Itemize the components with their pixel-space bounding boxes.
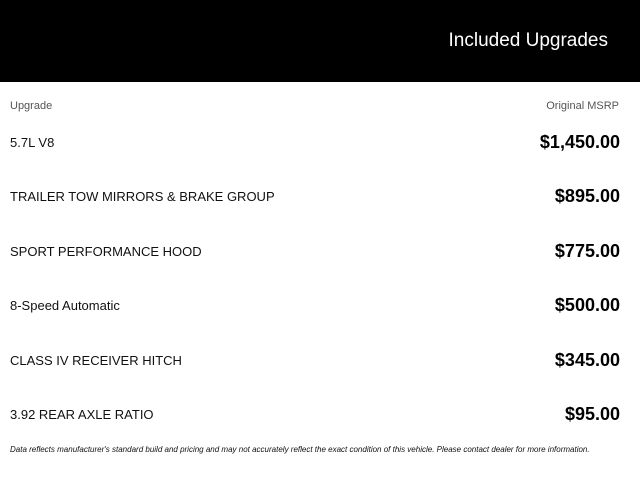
column-header-msrp: Original MSRP: [546, 100, 619, 112]
upgrade-row: [0, 170, 640, 225]
upgrade-name: 8-Speed Automatic: [10, 298, 120, 314]
disclaimer-text: Data reflects manufacturer's standard build and pricing and may not accurately reflect the exact condition of this vehicle. Please contact dealer for more information.: [10, 445, 590, 454]
upgrade-name: SPORT PERFORMANCE HOOD: [10, 243, 202, 259]
upgrade-name: TRAILER TOW MIRRORS & BRAKE GROUP: [10, 189, 275, 205]
column-header-upgrade: Upgrade: [10, 100, 53, 112]
upgrade-row: [0, 333, 640, 388]
upgrade-price: $1,450.00: [539, 131, 620, 152]
upgrade-price: $775.00: [554, 240, 620, 261]
upgrade-row: [0, 115, 640, 170]
upgrade-row: [0, 279, 640, 334]
upgrade-name: CLASS IV RECEIVER HITCH: [10, 352, 182, 368]
header-bar: [0, 0, 640, 82]
upgrade-row: [0, 224, 640, 279]
page-title: Included Upgrades: [448, 30, 608, 51]
upgrade-price: $95.00: [564, 404, 620, 425]
upgrade-name: 3.92 REAR AXLE RATIO: [10, 407, 154, 423]
upgrade-price: $345.00: [554, 349, 620, 370]
upgrade-row: [0, 388, 640, 443]
upgrade-name: 5.7L V8: [10, 134, 55, 150]
upgrade-price: $500.00: [554, 295, 620, 316]
upgrade-price: $895.00: [554, 186, 620, 207]
upgrade-list: [0, 115, 640, 442]
